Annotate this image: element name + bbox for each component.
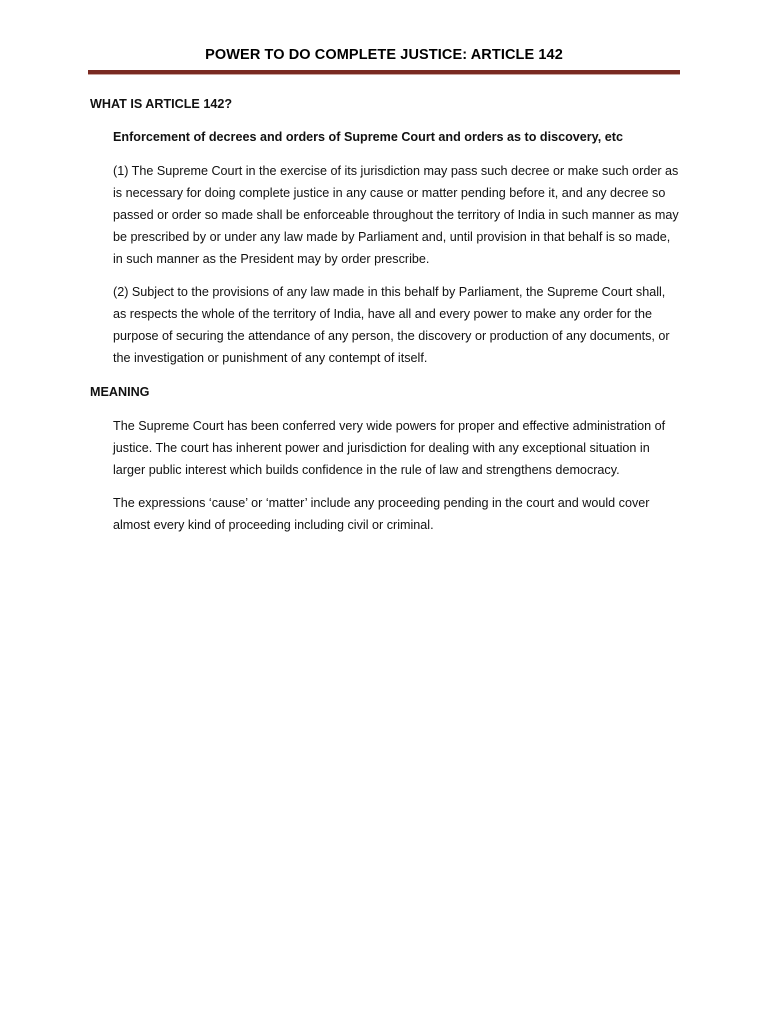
meaning-paragraph-2: The expressions ‘cause’ or ‘matter’ include any proceeding pending in the court and would cover almost every kind of proceeding including civil or criminal.	[113, 496, 650, 532]
article-subheading: Enforcement of decrees and orders of Supreme Court and orders as to discovery, etc	[113, 130, 623, 144]
title-underline-rule	[88, 70, 680, 75]
section-heading-meaning: MEANING	[90, 385, 150, 399]
document-title: POWER TO DO COMPLETE JUSTICE: ARTICLE 142	[205, 47, 563, 63]
section-heading-what-is-article-142: WHAT IS ARTICLE 142?	[90, 97, 233, 111]
article-clause-2: (2) Subject to the provisions of any law made in this behalf by Parliament, the Supreme Court shall, as respects the whole of the territory of India, have all and every power to make any order for the purpose of securing the attendance of any person, the discovery or production of any documents, or the investigation or punishment of any contempt of itself.	[113, 285, 670, 365]
article-clause-1: (1) The Supreme Court in the exercise of its jurisdiction may pass such decree or make such order as is necessary for doing complete justice in any cause or matter pending before it, and any decree so passed or order so made shall be enforceable throughout the territory of India in such manner as may be prescribed by or under any law made by Parliament and, until provision in that behalf is so made, in such manner as the President may by order prescribe.	[113, 164, 679, 266]
meaning-paragraph-1: The Supreme Court has been conferred very wide powers for proper and effective administration of justice. The court has inherent power and jurisdiction for dealing with any exceptional situation in larger public interest which builds confidence in the rule of law and strengthens democracy.	[113, 419, 666, 477]
document-body	[90, 94, 682, 547]
